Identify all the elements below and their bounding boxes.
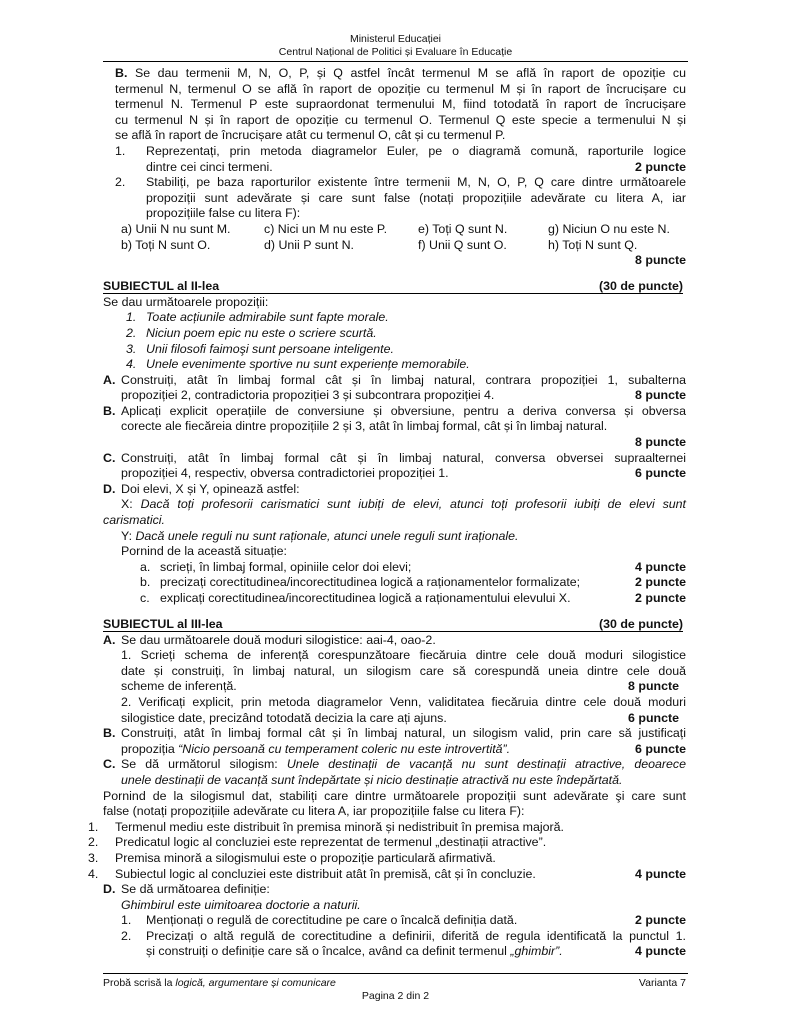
- s2a-points: 8 puncte: [635, 388, 686, 403]
- s1b-item2-line1: Stabiliți, pe baza raporturilor existente între termenii M, N, O, P, Q care dintre următoarele: [146, 175, 686, 190]
- s1b-line-4: cu termenul N și în raport de opoziție cu termenul O. Termenul Q este specie a termenului N și: [115, 112, 686, 127]
- s1b-points: 8 puncte: [635, 253, 686, 268]
- s2d-x-line2: carismatici.: [103, 513, 165, 528]
- s3a-label: A.: [103, 632, 116, 647]
- s3c-st4-num: 4.: [88, 866, 99, 881]
- s3d-item1: Menționați o regulă de corectitudine pe care o încalcă definiția dată.: [146, 913, 518, 928]
- footer-variant: Varianta 7: [638, 977, 686, 989]
- s2d-intro: Doi elevi, X și Y, opinează astfel:: [121, 481, 300, 496]
- s2b-points: 8 puncte: [635, 435, 686, 450]
- s2a-label: A.: [103, 372, 116, 387]
- s2c-label: C.: [103, 450, 116, 465]
- option-c: c) Nici un M nu este P.: [264, 221, 388, 236]
- s1b-line-3: termenul N. Termenul P este supraordonat termenului M, fiind totodată în raport de încrucișare: [115, 97, 686, 112]
- s3a-item2-points: 6 puncte: [628, 710, 679, 725]
- footer-page: Pagina 2 din 2: [361, 990, 430, 1002]
- subject2-title: SUBIECTUL al II-lea: [103, 278, 220, 293]
- s3c-intro-prefix: Se dă următorul silogism:: [121, 757, 287, 772]
- s3c-label: C.: [103, 757, 116, 772]
- s2a-line2: propoziției 2, contradictoria propoziției 3 și subcontrara propoziției 4.: [121, 388, 495, 403]
- s3c-st2: Predicatul logic al concluziei este reprezentat de termenul „destinații atractive”.: [115, 835, 547, 850]
- s3c-st1: Termenul mediu este distribuit în premisa minoră și nedistribuit în premisa majoră.: [115, 819, 564, 834]
- s1b-item2-num: 2.: [115, 175, 126, 190]
- s3a-item1-points: 8 puncte: [628, 679, 679, 694]
- footer-left: [103, 977, 336, 990]
- page-content: [0, 66, 791, 960]
- s2d-x-line1: Dacă toți profesorii carismatici sunt iubiți de elevi, atunci toți profesorii iubiți de elevi sunt: [140, 497, 686, 512]
- option-b: b) Toți N sunt O.: [121, 237, 211, 252]
- subject3-heading: [0, 617, 791, 633]
- s2d-task-c-label: c.: [140, 591, 150, 605]
- s3c-st2-num: 2.: [88, 835, 99, 850]
- prop2-num: 2.: [126, 325, 137, 340]
- s2d-task-a-label: a.: [140, 559, 151, 574]
- prop1-num: 1.: [126, 310, 137, 325]
- s3a-item2-line2: silogistice date, precizând totodată decizia la care ați ajuns.: [121, 710, 447, 725]
- s3a-item2-line1: 2. Verificați explicit, prin metoda diagramelor Venn, validitatea fiecăruia dintre cele două moduri: [121, 694, 686, 709]
- s3d-item2-term: „ghimbir”.: [510, 944, 563, 959]
- subject2-score: (30 de puncte): [599, 278, 683, 293]
- option-h: h) Toți N sunt Q.: [548, 237, 638, 252]
- s3d-item1-points: 2 puncte: [635, 913, 686, 928]
- s2d-task-b: precizați corectitudinea/incorectitudinea logică a raționamentelor formalizate;: [160, 575, 581, 590]
- s2a-line1: Construiți, atât în limbaj formal cât și în limbaj natural, contrara propoziției 1, subalterna: [121, 372, 686, 387]
- s3a-item1-line3: scheme de inferență.: [121, 679, 237, 694]
- s3a-item1-line1: 1. Scrieți schema de inferență corespunzătoare fiecăruia dintre cele două moduri silogistice: [121, 648, 686, 663]
- s3c-st4: Subiectul logic al concluziei este distribuit atât în premisă, cât și în concluzie.: [115, 866, 536, 881]
- s2c-line1: Construiți, atât în limbaj formal cât și în limbaj natural, conversa obversei supraalternei: [121, 450, 686, 465]
- footer-subject: logică, argumentare și comunicare: [175, 977, 336, 989]
- s1b-label: B.: [115, 66, 128, 80]
- ministry-header: Ministerul Educației: [349, 33, 442, 45]
- s3b-label: B.: [103, 726, 116, 741]
- prop4-num: 4.: [126, 357, 137, 372]
- s3b-line2-prefix: propoziția: [121, 741, 179, 756]
- s3c-after1: Pornind de la silogismul dat, stabiliți care dintre următoarele propoziții sunt adevărate şi care sunt: [103, 788, 686, 803]
- s3d-label: D.: [103, 882, 116, 897]
- footer-divider: [103, 973, 688, 974]
- s3b-points: 6 puncte: [635, 741, 686, 756]
- s2b-line2: corecte ale fiecăreia dintre propozițiile 2 și 3, atât în limbaj formal, cât și în limbaj natural.: [121, 419, 608, 434]
- s1b-item1-line2: dintre cei cinci termeni.: [146, 159, 273, 174]
- s1b-item1-line1: Reprezentați, prin metoda diagramelor Euler, pe o diagramă comună, raporturile logice: [146, 143, 686, 158]
- s2b-label: B.: [103, 403, 116, 418]
- subject2-heading: [0, 279, 791, 295]
- s3d-item2-points: 4 puncte: [635, 944, 686, 959]
- s2b-line1: Aplicați explicit operațiile de conversiune și obversiune, pentru a deriva conversa și obversa: [121, 403, 686, 418]
- s3d-item2-line1: Precizați o altă regulă de corectitudine a definirii, diferită de regula identificată la punctul 1.: [146, 928, 686, 943]
- s2d-task-b-label: b.: [140, 575, 151, 590]
- s2d-label: D.: [103, 481, 116, 496]
- footer-left-prefix: Probă scrisă la: [103, 977, 176, 989]
- s2c-line2: propoziției 4, respectiv, obversa contradictoriei propoziției 1.: [121, 466, 449, 481]
- s2d-task-c-points: 2 puncte: [635, 591, 686, 605]
- s2c-points: 6 puncte: [635, 466, 686, 481]
- s1b-item1-num: 1.: [115, 143, 126, 158]
- prop1-text: Toate acțiunile admirabile sunt fapte morale.: [146, 310, 389, 325]
- subject3-title: SUBIECTUL al III-lea: [103, 616, 223, 631]
- prop3-text: Unii filosofi faimoşi sunt persoane inteligente.: [146, 341, 394, 356]
- s1b-item2-line3: propozițiile false cu litera F):: [146, 206, 301, 221]
- s3d-item1-num: 1.: [121, 913, 132, 928]
- s3c-st3: Premisa minoră a silogismului este o propoziție particulară afirmativă.: [115, 850, 496, 865]
- s3d-item2-num: 2.: [121, 928, 132, 943]
- s3b-line1: Construiți, atât în limbaj formal cât și în limbaj natural, un silogism valid, prin care să justificați: [121, 726, 686, 741]
- s3c-st1-num: 1.: [88, 819, 99, 834]
- s3b-quote: “Nicio persoană cu temperament coleric nu este introvertită”.: [178, 741, 511, 756]
- prop4-text: Unele evenimente sportive nu sunt experiențe memorabile.: [146, 357, 470, 372]
- s3c-line2: unele destinații de vacanță sunt îndepărtate și nicio destinație atractivă nu este îndepărtată.: [121, 772, 623, 787]
- s3a-intro: Se dau următoarele două moduri silogistice: aai-4, oao-2.: [121, 632, 436, 647]
- s2d-task-c: explicați corectitudinea/incorectitudinea logică a raționamentului elevului X.: [160, 591, 571, 605]
- s3a-item1-line2: date și construiți, în limbaj natural, un silogism care să corespundă uneia dintre cele două: [121, 663, 686, 678]
- s2d-prompt: Pornind de la această situație:: [121, 544, 288, 559]
- center-header: Centrul Național de Politici și Evaluare în Educație: [278, 46, 513, 58]
- s1b-line-5: se află în raport de încrucișare atât cu termenul O, cât și cu termenul P.: [115, 128, 506, 143]
- s1b-item2-line2: propoziții sunt adevărate și care sunt false (notați propozițiile adevărate cu litera A, iar: [146, 190, 686, 205]
- s2d-x-prefix: X:: [121, 497, 141, 512]
- prop2-text: Niciun poem epic nu este o scriere scurtă.: [146, 325, 377, 340]
- option-f: f) Unii Q sunt O.: [418, 237, 507, 252]
- option-a: a) Unii N nu sunt M.: [121, 221, 231, 236]
- s3d-definition: Ghimbirul este uimitoarea doctorie a naturii.: [121, 897, 361, 912]
- subject3-score: (30 de puncte): [599, 616, 683, 631]
- s2d-y-text: Dacă unele reguli nu sunt raționale, atunci unele reguli sunt iraționale.: [135, 528, 519, 543]
- s1b-line-2: termenul N, termenul O se află în raport de opoziție cu termenul M și în raport de încrucișare cu: [115, 81, 686, 96]
- option-d: d) Unii P sunt N.: [264, 237, 354, 252]
- subject2-intro: Se dau următoarele propoziții:: [103, 294, 269, 309]
- s3c-points: 4 puncte: [635, 866, 686, 881]
- s2d-task-a-points: 4 puncte: [635, 559, 686, 574]
- s3c-after2: false (notați propozițiile adevărate cu litera A, iar propozițiile false cu litera F):: [103, 804, 525, 819]
- prop3-num: 3.: [126, 341, 137, 356]
- s3d-item2-line2: și construiți o definiție care să o încalce, având ca definit termenul: [146, 944, 511, 959]
- option-g: g) Niciun O nu este N.: [548, 221, 670, 236]
- header-divider: [103, 61, 688, 62]
- s3c-line1: Unele destinații de vacanță nu sunt destinații atractive, deoarece: [286, 757, 686, 772]
- s1b-item1-points: 2 puncte: [635, 159, 686, 174]
- s2d-task-a: scrieți, în limbaj formal, opiniile celor doi elevi;: [160, 559, 412, 574]
- s2d-y-prefix: Y:: [121, 528, 136, 543]
- s3d-intro: Se dă următoarea definiție:: [121, 882, 270, 897]
- s1b-line-1: B. Se dau termenii M, N, O, P, și Q astfel încât termenul M se află în raport de opoziție cu: [115, 66, 686, 80]
- option-e: e) Toți Q sunt N.: [418, 221, 508, 236]
- s3c-st3-num: 3.: [88, 850, 99, 865]
- s2d-task-b-points: 2 puncte: [635, 575, 686, 590]
